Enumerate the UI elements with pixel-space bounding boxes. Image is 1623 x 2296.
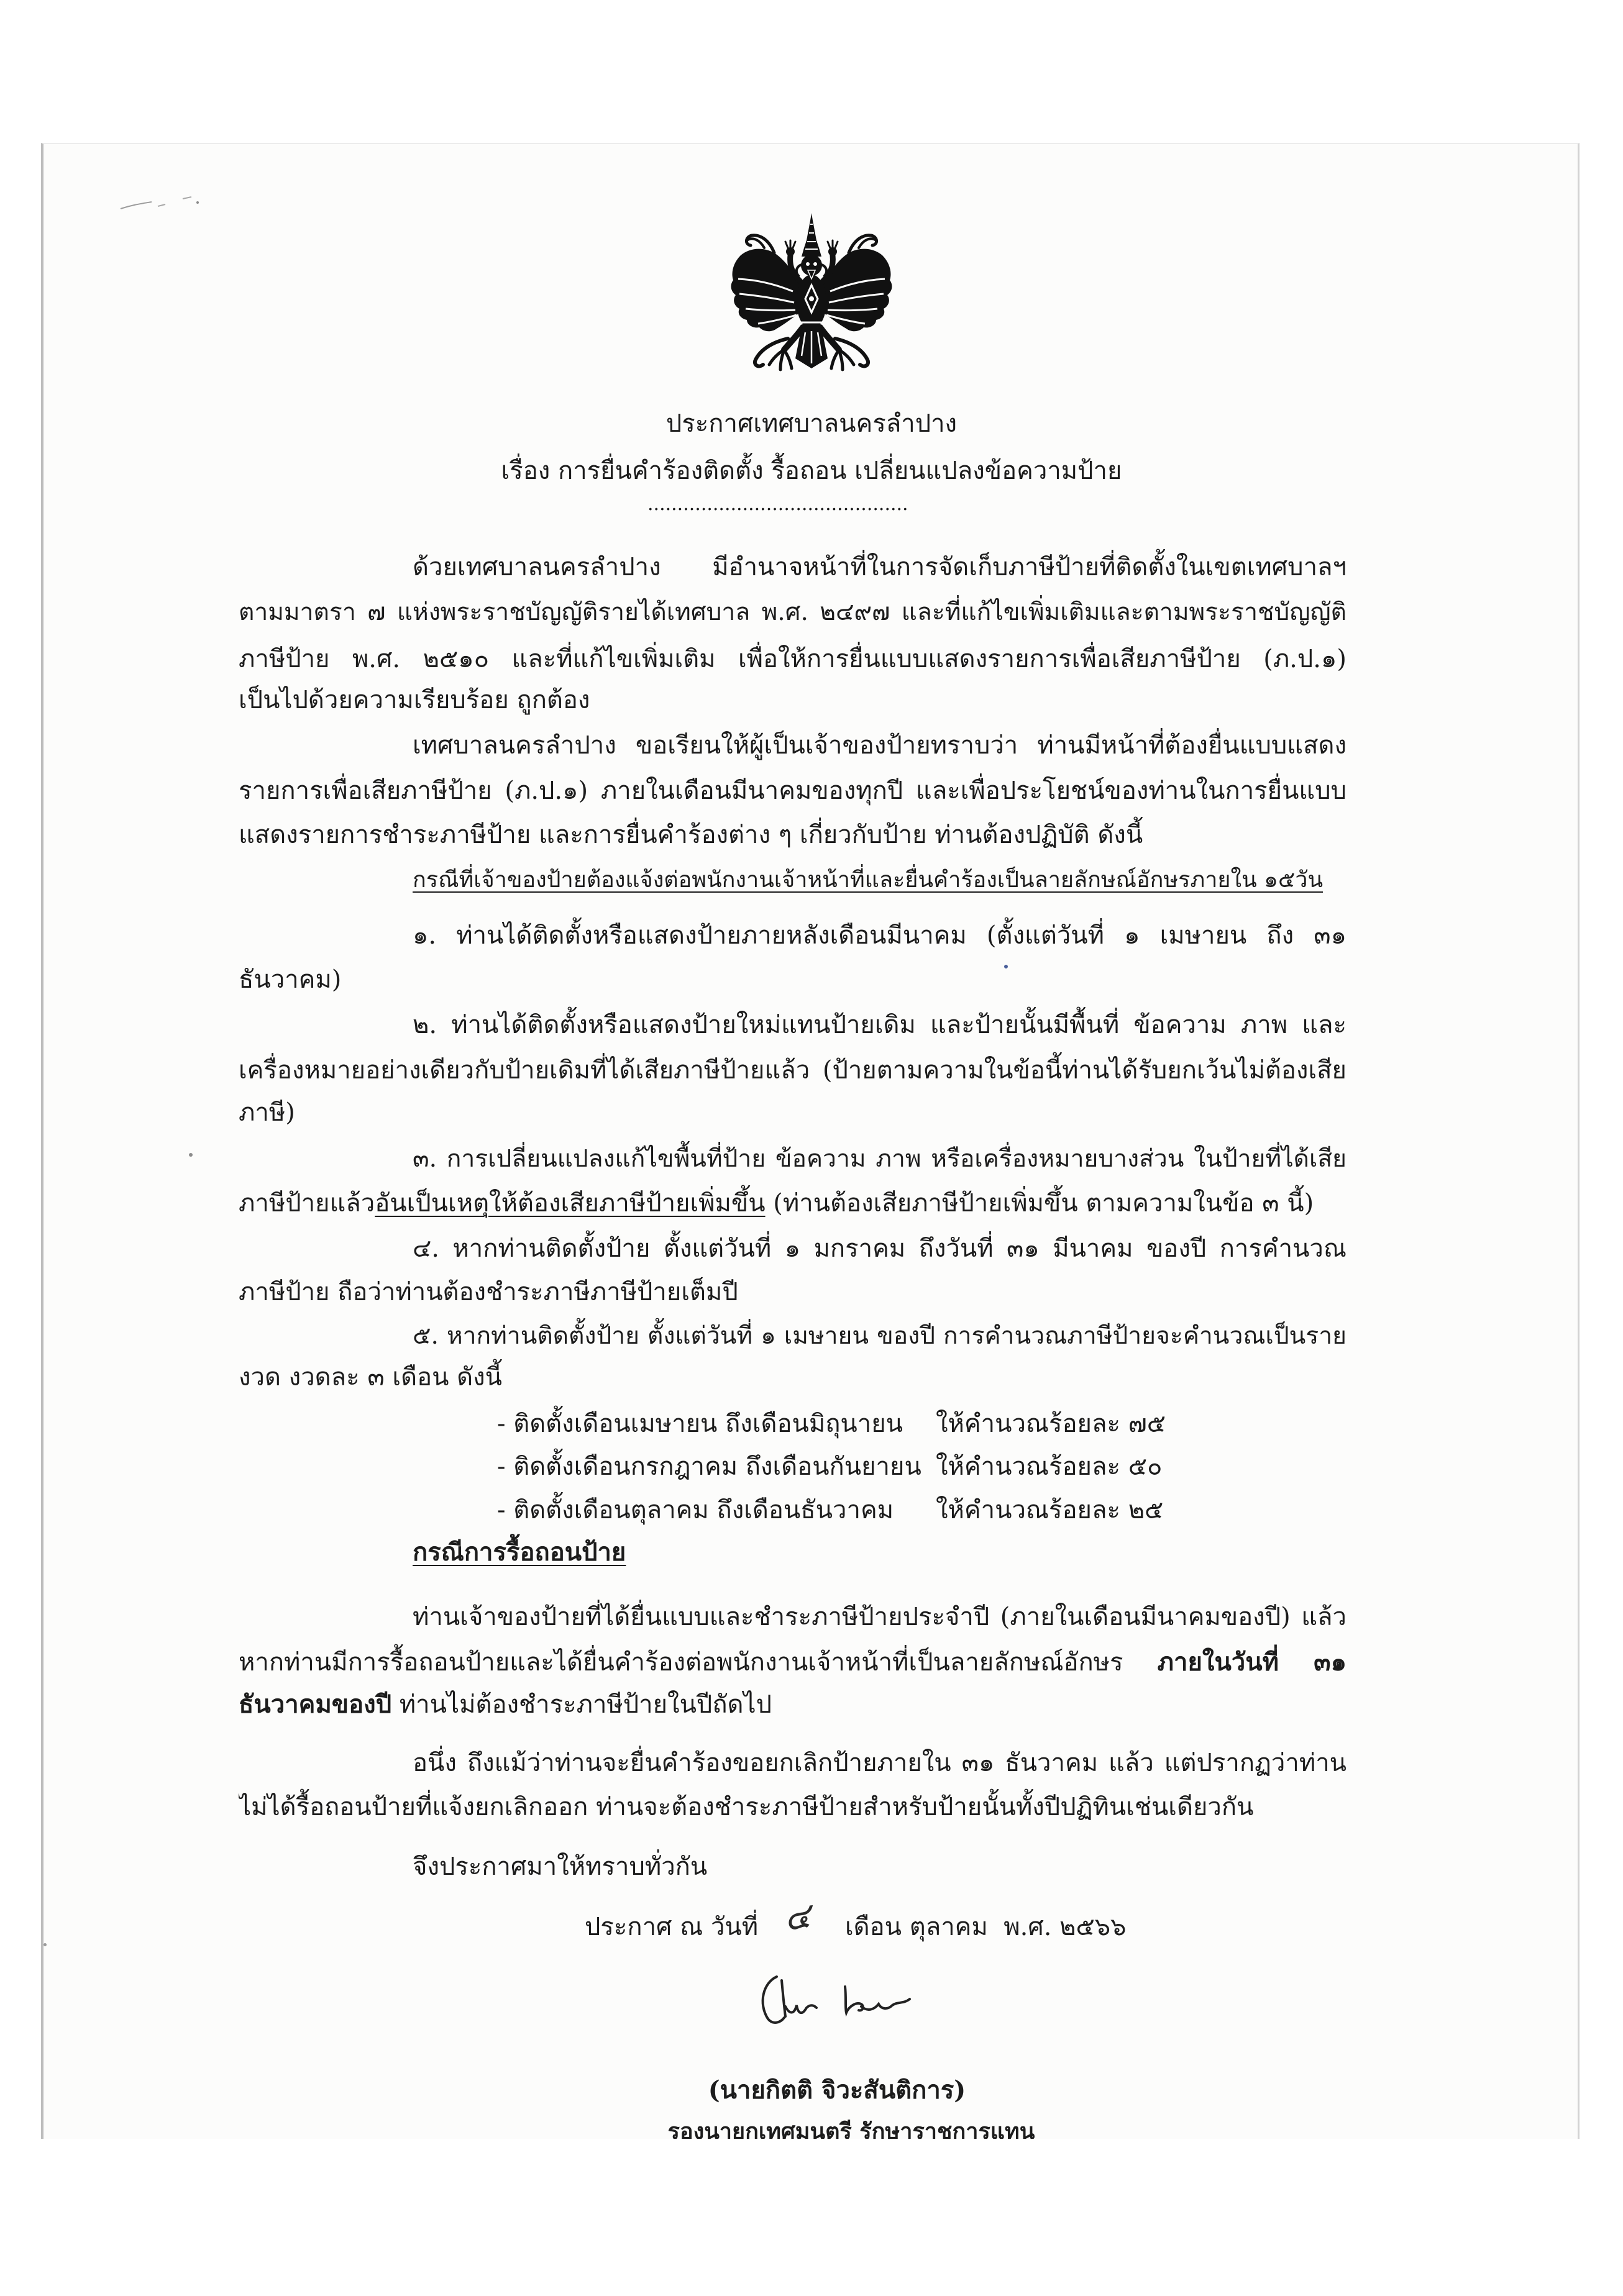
item-5-line-2: งวด งวดละ ๓ เดือน ดังนี้ [239, 1363, 503, 1392]
removal-para-2-line-1: อนึ่ง ถึงแม้ว่าท่านจะยื่นคำร้องขอยกเลิกป้ายภายใน ๓๑ ธันวาคม แล้ว แต่ปรากฏว่าท่าน [413, 1749, 1346, 1777]
announcement-subject: เรื่อง การยื่นคำร้องติดตั้ง รื้อถอน เปลี่ยนแปลงข้อความป้าย [501, 457, 1122, 485]
date-month-year: เดือน ตุลาคม พ.ศ. ๒๕๖๖ [845, 1913, 1127, 1941]
item-3-underlined-segment: อันเป็นเหตุให้ต้องเสียภาษีป้ายเพิ่มขึ้น [375, 1189, 766, 1218]
date-day-handwritten: ๔ [781, 1895, 813, 1939]
intro-line-3: ภาษีป้าย พ.ศ. ๒๕๑๐ และที่แก้ไขเพิ่มเติม เพื่อให้การยื่นแบบแสดงรายการเพื่อเสียภาษีป้าย (ภ.ป.๑) [239, 645, 1346, 673]
item-4-line-1: ๔. หากท่านติดตั้งป้าย ตั้งแต่วันที่ ๑ มกราคม ถึงวันที่ ๓๑ มีนาคม ของปี การคำนวณ [413, 1234, 1346, 1263]
item-2-line-1: ๒. ท่านได้ติดตั้งหรือแสดงป้ายใหม่แทนป้ายเดิม และป้ายนั้นมีพื้นที่ ข้อความ ภาพ และ [413, 1011, 1346, 1039]
announcement-title: ประกาศเทศบาลนครลำปาง [665, 409, 958, 438]
schedule-period: - ติดตั้งเดือนกรกฎาคม ถึงเดือนกันยายน [497, 1452, 921, 1481]
item-3-line-1: ๓. การเปลี่ยนแปลงแก้ไขพื้นที่ป้าย ข้อความ ภาพ หรือเครื่องหมายบางส่วน ในป้ายที่ได้เสีย [413, 1145, 1346, 1173]
signer-name: (นายกิตติ จิวะสันติการ) [708, 2075, 966, 2105]
separator-dots: ............................................ [647, 493, 908, 515]
item-3-text-segment: (ท่านต้องเสียภาษีป้ายเพิ่มขึ้น ตามความในข้อ ๓ นี้) [765, 1189, 1314, 1218]
intro-line-1: ด้วยเทศบาลนครลำปาง มีอำนาจหน้าที่ในการจัดเก็บภาษีป้ายที่ติดตั้งในเขตเทศบาลฯ [413, 553, 1346, 581]
item-5-line-1: ๕. หากท่านติดตั้งป้าย ตั้งแต่วันที่ ๑ เมษายน ของปี การคำนวณภาษีป้ายจะคำนวณเป็นราย [413, 1322, 1346, 1350]
scan-speck [43, 1943, 47, 1946]
notify-case-heading-text: กรณีที่เจ้าของป้ายต้องแจ้งต่อพนักงานเจ้าหน้าที่และยื่นคำร้องเป็นลายลักษณ์อักษรภายใน ๑๕วัน [413, 867, 1324, 893]
schedule-rate: ให้คำนวณร้อยละ ๒๕ [936, 1496, 1164, 1524]
removal-case-heading [413, 1534, 1346, 1571]
removal-case-heading-text: กรณีการรื้อถอนป้าย [413, 1538, 626, 1567]
removal-text-segment: ท่านไม่ต้องชำระภาษีป้ายในปีถัดไป [391, 1690, 772, 1719]
item-3-line-2 [239, 1185, 1346, 1222]
notice-line-2: รายการเพื่อเสียภาษีป้าย (ภ.ป.๑) ภายในเดือนมีนาคมของทุกปี และเพื่อประโยชน์ของท่านในการยื่นแบบ [239, 777, 1346, 805]
garuda-emblem-icon [728, 212, 895, 383]
removal-para-1-line-3 [239, 1686, 1346, 1723]
removal-para-1-line-2 [239, 1644, 1346, 1681]
removal-text-segment: หากท่านมีการรื้อถอนป้ายและได้ยื่นคำร้องต่อพนักงานเจ้าหน้าที่เป็นลายลักษณ์อักษร [239, 1648, 1158, 1677]
intro-line-2: ตามมาตรา ๗ แห่งพระราชบัญญัติรายได้เทศบาล พ.ศ. ๒๔๙๗ และที่แก้ไขเพิ่มเติมและตามพระราชบัญญัติ [239, 598, 1346, 626]
intro-line-4: เป็นไปด้วยความเรียบร้อย ถูกต้อง [239, 686, 590, 714]
schedule-rate: ให้คำนวณร้อยละ ๗๕ [936, 1410, 1166, 1438]
removal-para-2-line-2: ไม่ได้รื้อถอนป้ายที่แจ้งยกเลิกออก ท่านจะต้องชำระภาษีป้ายสำหรับป้ายนั้นทั้งปีปฏิทินเช่นเดียวกัน [239, 1793, 1254, 1821]
removal-para-1-line-1: ท่านเจ้าของป้ายที่ได้ยื่นแบบและชำระภาษีป้ายประจำปี (ภายในเดือนมีนาคมของปี) แล้ว [413, 1603, 1346, 1631]
item-1-line-1: ๑. ท่านได้ติดตั้งหรือแสดงป้ายภายหลังเดือนมีนาคม (ตั้งแต่วันที่ ๑ เมษายน ถึง ๓๑ [413, 921, 1346, 950]
schedule-period: - ติดตั้งเดือนเมษายน ถึงเดือนมิถุนายน [497, 1410, 903, 1438]
notice-line-3: แสดงรายการชำระภาษีป้าย และการยื่นคำร้องต่าง ๆ เกี่ยวกับป้าย ท่านต้องปฏิบัติ ดังนี้ [239, 821, 1143, 849]
removal-bold-segment: ภายในวันที่ ๓๑ [1157, 1647, 1346, 1677]
date-label: ประกาศ ณ วันที่ [585, 1913, 759, 1941]
item-1-line-2: ธันวาคม) [239, 965, 342, 994]
scan-scratch-marks [118, 194, 205, 216]
schedule-rate: ให้คำนวณร้อยละ ๕๐ [936, 1452, 1163, 1481]
notify-case-heading [413, 862, 1346, 899]
item-3-text-segment: ภาษีป้ายแล้ว [239, 1189, 375, 1218]
signature [752, 1969, 926, 2031]
item-2-line-3: ภาษี) [239, 1098, 295, 1127]
item-4-line-2: ภาษีป้าย ถือว่าท่านต้องชำระภาษีภาษีป้ายเต็มปี [239, 1278, 738, 1306]
schedule-period: - ติดตั้งเดือนตุลาคม ถึงเดือนธันวาคม [497, 1496, 894, 1524]
closing-statement: จึงประกาศมาให้ทราบทั่วกัน [413, 1852, 708, 1881]
notice-line-1: เทศบาลนครลำปาง ขอเรียนให้ผู้เป็นเจ้าของป้ายทราบว่า ท่านมีหน้าที่ต้องยื่นแบบแสดง [413, 731, 1346, 760]
scan-speck [189, 1153, 193, 1157]
signer-position: รองนายกเทศมนตรี รักษาราชการแทน [667, 2118, 1035, 2139]
item-2-line-2: เครื่องหมายอย่างเดียวกับป้ายเดิมที่ได้เสียภาษีป้ายแล้ว (ป้ายตามความในข้อนี้ท่านได้รับยกเว้นไม่ต้องเสีย [239, 1056, 1346, 1085]
removal-bold-segment: ธันวาคมของปี [239, 1690, 392, 1719]
